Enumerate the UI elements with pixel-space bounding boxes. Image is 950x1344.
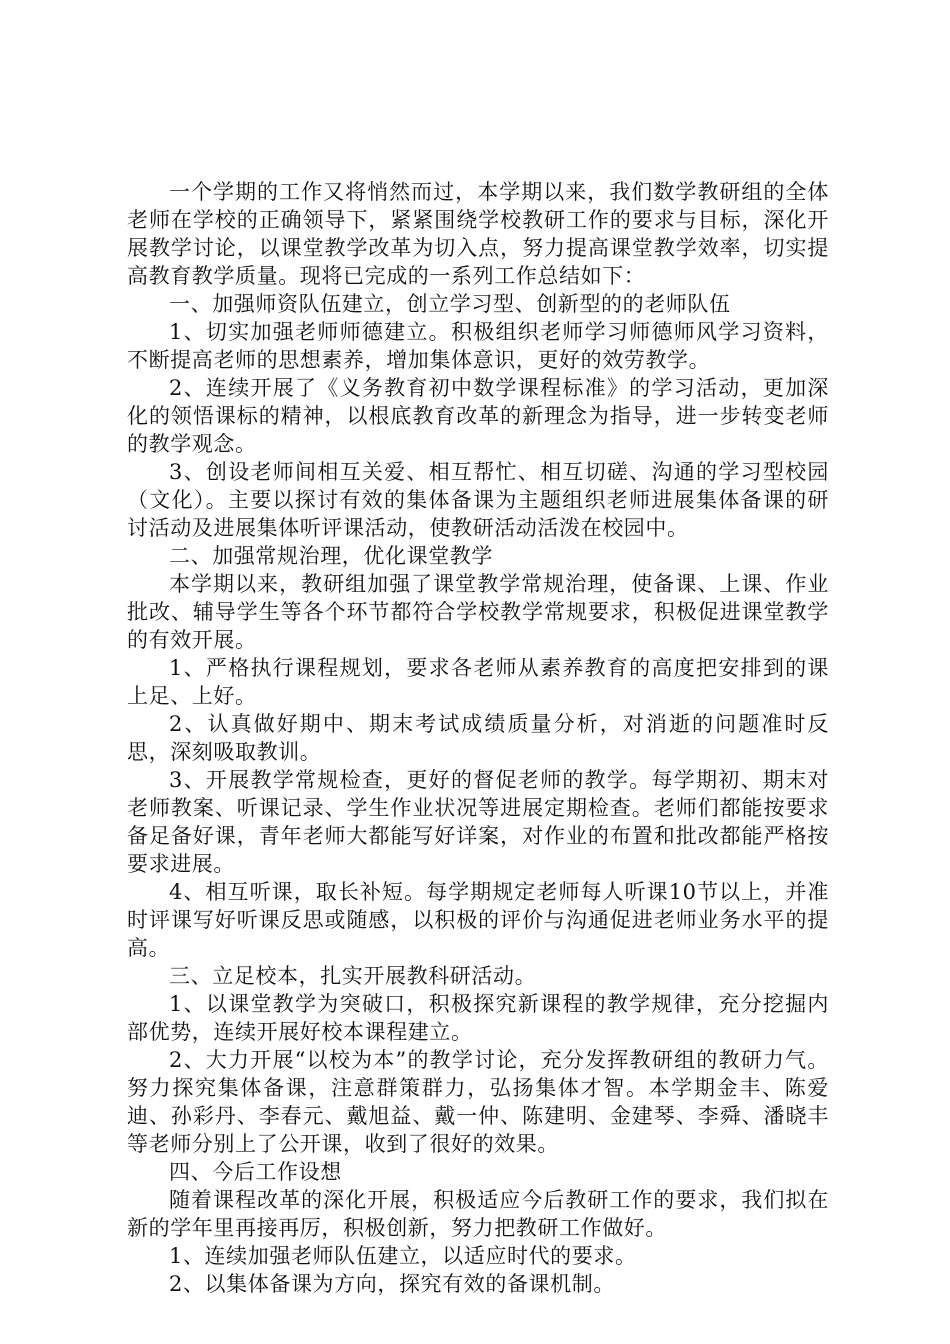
paragraph: 1、连续加强老师队伍建立，以适应时代的要求。 xyxy=(169,1244,637,1268)
paragraph: 3、开展教学常规检查，更好的督促老师的教学。每学期初、期末对老师教案、听课记录、学生作业状况等进展定期检查。老师们都能按要求备足备好课，青年老师大都能写好详案，对作业的布置和批改都能严格按要求进展。 xyxy=(127,768,829,876)
paragraph: 3、创设老师间相互关爱、相互帮忙、相互切磋、沟通的学习型校园（文化）。主要以探讨有效的集体备课为主题组织老师进展集体备课的研讨活动及进展集体听评课活动，使教研活动活泼在校园中。 xyxy=(127,460,829,540)
section-heading-3: 三、立足校本，扎实开展教科研活动。 xyxy=(169,964,537,988)
paragraph: 1、以课堂教学为突破口，积极探究新课程的教学规律，充分挖掘内部优势，连续开展好校本课程建立。 xyxy=(127,992,829,1044)
section-heading-1: 一、加强师资队伍建立，创立学习型、创新型的的老师队伍 xyxy=(169,292,731,316)
paragraph: 2、连续开展了《义务教育初中数学课程标准》的学习活动，更加深化的领悟课标的精神，以根底教育改革的新理念为指导，进一步转变老师的教学观念。 xyxy=(127,376,829,456)
section-heading-4: 四、今后工作设想 xyxy=(169,1160,342,1184)
section-heading-2: 二、加强常规治理，优化课堂教学 xyxy=(169,544,493,568)
paragraph: 1、严格执行课程规划，要求各老师从素养教育的高度把安排到的课上足、上好。 xyxy=(127,656,829,708)
document-body xyxy=(127,178,829,1298)
paragraph: 1、切实加强老师师德建立。积极组织老师学习师德师风学习资料，不断提高老师的思想素养，增加集体意识，更好的效劳教学。 xyxy=(127,320,829,372)
paragraph: 2、认真做好期中、期末考试成绩质量分析，对消逝的问题准时反思，深刻吸取教训。 xyxy=(127,712,829,764)
intro-paragraph: 一个学期的工作又将悄然而过，本学期以来，我们数学教研组的全体老师在学校的正确领导下，紧紧围绕学校教研工作的要求与目标，深化开展教学讨论，以课堂教学改革为切入点，努力提高课堂教学效率，切实提高教育教学质量。现将已完成的一系列工作总结如下： xyxy=(127,180,829,288)
paragraph: 2、以集体备课为方向，探究有效的备课机制。 xyxy=(169,1272,615,1296)
paragraph: 2、大力开展“以校为本”的教学讨论，充分发挥教研组的教研力气。努力探究集体备课，注意群策群力，弘扬集体才智。本学期金丰、陈爱迪、孙彩丹、李春元、戴旭益、戴一仲、陈建明、金建琴、李舜、潘晓丰等老师分别上了公开课，收到了很好的效果。 xyxy=(127,1048,829,1156)
paragraph: 本学期以来，教研组加强了课堂教学常规治理，使备课、上课、作业批改、辅导学生等各个环节都符合学校教学常规要求，积极促进课堂教学的有效开展。 xyxy=(127,572,829,652)
paragraph: 4、相互听课，取长补短。每学期规定老师每人听课10节以上，并准时评课写好听课反思或随感，以积极的评价与沟通促进老师业务水平的提高。 xyxy=(127,880,829,960)
paragraph: 随着课程改革的深化开展，积极适应今后教研工作的要求，我们拟在新的学年里再接再厉，积极创新，努力把教研工作做好。 xyxy=(127,1188,829,1240)
